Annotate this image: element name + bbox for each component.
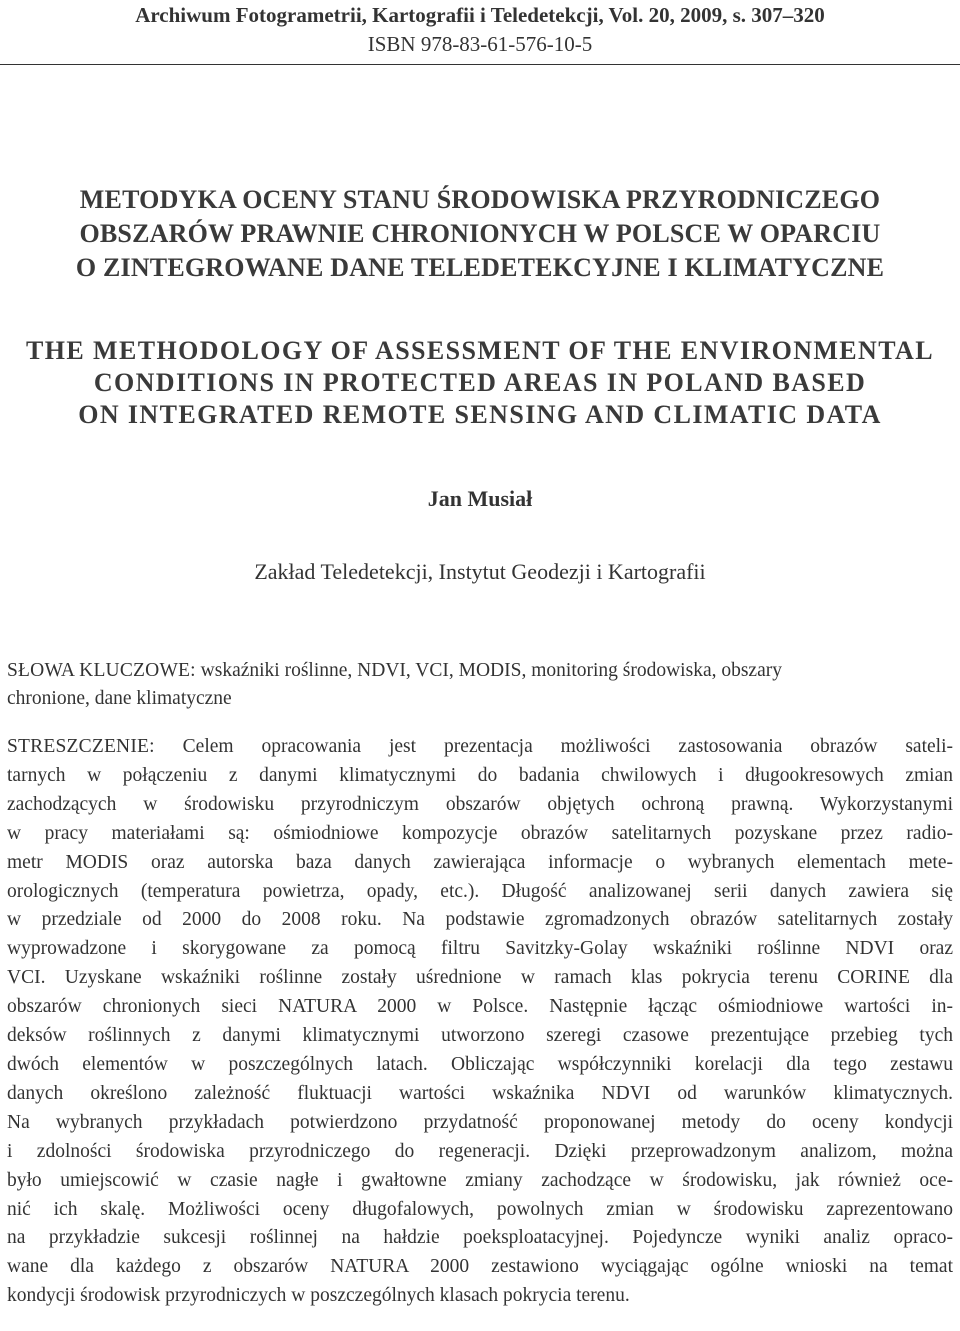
abstract-line: kondycji środowisk przyrodniczych w poszczególnych klasach pokrycia terenu. [7,1285,630,1307]
abstract-line: w przedziale od 2000 do 2008 roku. Na podstawie zgromadzonych obrazów satelitarnych zostały [7,909,953,931]
abstract-line: obszarów chronionych sieci NATURA 2000 w Polsce. Następnie łącząc ośmiodniowe wartości in- [7,996,953,1018]
abstract-line: dwóch elementów w poszczególnych latach. Obliczając współczynniki korelacji dla tego zestawu [7,1053,953,1075]
abstract-text: Celem opracowania jest prezentacja możliwości zastosowania obrazów sateli- [154,736,953,757]
journal-citation: Archiwum Fotogrametrii, Kartografii i Teledetekcji, Vol. 20, 2009, s. 307–320 [135,3,825,27]
author-name: Jan Musiał [427,486,533,511]
abstract-line: orologicznych (temperatura powietrza, opady, etc.). Długość analizowanej serii danych zawiera się [7,880,953,902]
header-rule [0,64,960,65]
abstract-line: było umiejscowić w czasie nagłe i gwałtowne zmiany zachodzące w środowisku, jak również oce- [7,1169,953,1191]
abstract-line: danych określono zależność fluktuacji wartości wskaźnika NDVI od warunków klimatycznych. [7,1082,953,1104]
abstract-line: wane dla każdego z obszarów NATURA 2000 zestawiono wyciągając ogólne wnioski na temat [7,1256,953,1278]
author-affiliation: Zakład Teledetekcji, Instytut Geodezji i Kartografii [254,559,706,584]
keywords-line: chronione, dane klimatyczne [7,688,232,709]
title-en-line: CONDITIONS IN PROTECTED AREAS IN POLAND BASED [93,368,867,397]
keywords-label: SŁOWA KLUCZOWE: [7,660,196,681]
abstract-line: metr MODIS oraz autorska baza danych zawierająca informacje o wybranych elementach mete- [7,851,953,873]
abstract-line: Na wybranych przykładach potwierdzono przydatność proponowanej metody do oceny kondycji [7,1111,953,1133]
abstract-line: wyprowadzone i skorygowane za pomocą filtru Savitzky-Golay wskaźniki roślinne NDVI oraz [7,938,953,960]
abstract-line: tarnych w połączeniu z danymi klimatycznymi do badania chwilowych i długookresowych zmian [7,764,953,786]
title-english [0,335,960,431]
abstract-line: w pracy materiałami są: ośmiodniowe kompozycje obrazów satelitarnych pozyskane przez radio- [7,822,953,844]
isbn: ISBN 978-83-61-576-10-5 [367,32,593,56]
abstract-block [0,733,960,1311]
keywords-block [0,657,960,713]
keywords-line [7,657,953,685]
abstract-label: STRESZCZENIE: [7,736,155,757]
abstract-line: zachodzących w środowisku przyrodniczym obszarów objętych ochroną prawną. Wykorzystanymi [7,793,953,815]
abstract-line [7,733,953,762]
title-pl-line: OBSZARÓW PRAWNIE CHRONIONYCH W POLSCE W OPARCIU [79,219,881,248]
title-polish [0,183,960,285]
title-pl-line: METODYKA OCENY STANU ŚRODOWISKA PRZYRODNICZEGO [79,185,881,214]
keywords-text: wskaźniki roślinne, NDVI, VCI, MODIS, monitoring środowiska, obszary [195,660,782,681]
abstract-line: deksów roślinnych z danymi klimatycznymi utworzono szeregi czasowe prezentujące przebieg tych [7,1025,953,1047]
title-pl-line: O ZINTEGROWANE DANE TELEDETEKCYJNE I KLIMATYCZNE [75,253,885,282]
running-header [0,0,960,65]
abstract-line: na przykładzie sukcesji roślinnej na hałdzie poeksploatacyjnej. Pojedyncze wyniki analiz opraco- [7,1227,953,1249]
title-en-line: THE METHODOLOGY OF ASSESSMENT OF THE ENVIRONMENTAL [26,336,934,365]
abstract-line: VCI. Uzyskane wskaźniki roślinne zostały uśrednione w ramach klas pokrycia terenu CORINE dla [7,967,953,989]
abstract-line: nić ich skalę. Możliwości oceny długofalowych, powolnych zmian w środowisku zaprezentowano [7,1198,953,1220]
abstract-line: i zdolności środowiska przyrodniczego do regeneracji. Dzięki przeprowadzonym analizom, można [7,1140,953,1162]
title-en-line: ON INTEGRATED REMOTE SENSING AND CLIMATIC DATA [78,400,882,429]
